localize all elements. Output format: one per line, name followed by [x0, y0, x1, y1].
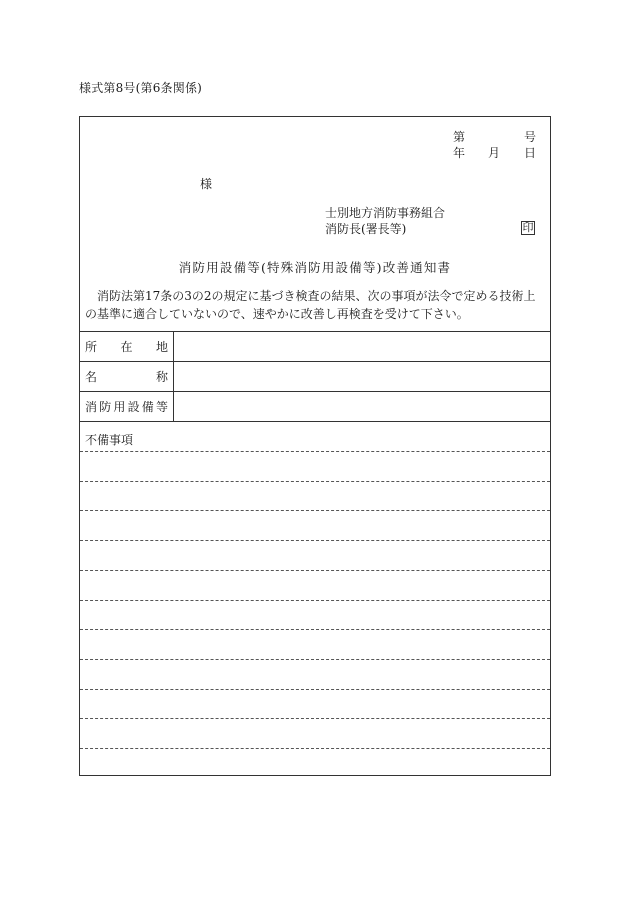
defect-entry-line[interactable] [80, 510, 550, 511]
issuer-organization: 士別地方消防事務組合 [325, 206, 446, 220]
defect-entry-line[interactable] [80, 689, 550, 690]
defect-entry-line[interactable] [80, 659, 550, 660]
label-char: 備 [141, 400, 154, 414]
defects-section [80, 421, 550, 775]
field-label-name [80, 362, 174, 391]
defect-entry-line[interactable] [80, 600, 550, 601]
date-month: 月 [488, 146, 501, 160]
issuer-title: 消防長(署長等) [325, 222, 407, 236]
defects-label: 不備事項 [85, 433, 134, 447]
label-char: 名 [85, 370, 98, 384]
doc-number-prefix: 第 [453, 130, 466, 144]
defect-entry-line[interactable] [80, 570, 550, 571]
form-number: 様式第8号(第6条関係) [79, 81, 203, 95]
field-label-equipment [80, 392, 174, 421]
seal-mark: 印 [522, 221, 534, 234]
notice-form [79, 116, 551, 776]
location-field[interactable] [175, 332, 550, 361]
notice-body [85, 287, 547, 323]
defect-entry-line[interactable] [80, 748, 550, 749]
label-char: 所 [85, 340, 98, 354]
label-char: 防 [99, 400, 112, 414]
label-char: 消 [85, 400, 98, 414]
date-year: 年 [453, 146, 466, 160]
label-char: 用 [113, 400, 126, 414]
defect-entry-line[interactable] [80, 481, 550, 482]
defect-entry-line[interactable] [80, 718, 550, 719]
defect-entry-line[interactable] [80, 629, 550, 630]
label-char: 地 [155, 340, 168, 354]
date-day: 日 [524, 146, 537, 160]
field-label-location [80, 332, 174, 361]
notice-title: 消防用設備等(特殊消防用設備等)改善通知書 [178, 260, 452, 275]
label-char: 等 [155, 400, 168, 414]
label-char: 在 [120, 340, 133, 354]
name-field[interactable] [175, 362, 550, 391]
defect-entry-line[interactable] [80, 540, 550, 541]
equipment-field[interactable] [175, 392, 550, 421]
defect-entry-line[interactable] [80, 451, 550, 452]
body-text: 消防法第17条の3の2の規定に基づき検査の結果、次の事項が法令で定める技術上の基準に適合していないので、速やかに改善し再検査を受けて下さい。 [85, 289, 536, 321]
field-row-equipment [80, 391, 550, 421]
doc-number-suffix: 号 [524, 130, 537, 144]
field-row-name [80, 361, 550, 391]
label-char: 称 [155, 370, 168, 384]
addressee-suffix: 様 [200, 177, 213, 191]
field-row-location [80, 331, 550, 361]
label-char: 設 [127, 400, 140, 414]
